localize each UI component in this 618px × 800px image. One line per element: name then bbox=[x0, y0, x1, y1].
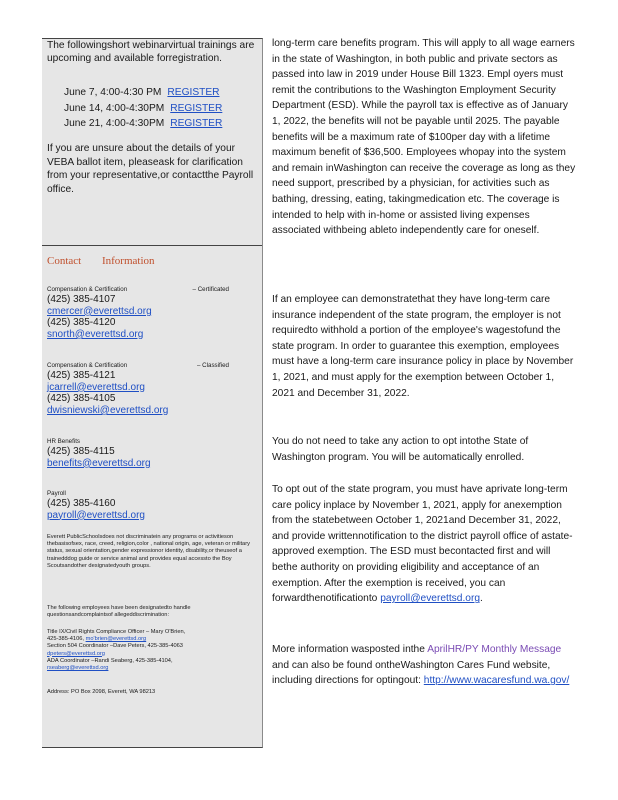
training-date: June 7, 4:00-4:30 PM bbox=[64, 87, 162, 98]
group-heading bbox=[47, 361, 259, 370]
phone: (425) 385-4160 bbox=[47, 498, 116, 509]
designated-role: Title IX/Civil Rights Compliance Officer bbox=[47, 629, 145, 635]
paragraph-text: To opt out of the state program, you must have aprivate long-term care policy inplace by November 1, 2021, apply for anexemption from the statebetween October 1, 2021and December 31, 2022, and provide writtennotification to the district payroll office of astate- approved exemption. The ESD must becontacted first and will bethe authority on providing eligibility and acceptance of an exemption. After the exemption is received, you can forwardthenotificationto bbox=[272, 484, 573, 605]
contact-group-hr-benefits bbox=[47, 437, 259, 469]
group-heading-right: – Classified bbox=[197, 362, 229, 369]
paragraph bbox=[272, 642, 578, 689]
article-p2 bbox=[272, 292, 578, 401]
designated-row bbox=[47, 643, 257, 650]
register-link[interactable]: REGISTER bbox=[170, 102, 223, 114]
group-heading-label: Compensation & Certification bbox=[47, 362, 128, 369]
article-p1 bbox=[272, 36, 578, 239]
designated-person: –Randi Seaberg, 425-385-4104, bbox=[91, 657, 173, 664]
nondiscrimination-statement: Everett PublicSchoolsdoes not discriminatein any programs or activitieson thebasisofsex, race, creed, religion,color , national origin, age, veteran or military status, sexual orientation,gender expressionor identity, disability,or theuseof a trainedddog guide or service animal and provides equal accessto the Boy Scoutsandother designatedyouth groups. bbox=[47, 534, 250, 569]
email-link[interactable]: cmercer@everettsd.org bbox=[47, 305, 152, 317]
article-p3 bbox=[272, 434, 578, 465]
designated-email[interactable]: dpeters@everettsd.org bbox=[47, 650, 105, 657]
contact-title: Contact Information bbox=[47, 255, 155, 267]
register-link[interactable]: REGISTER bbox=[167, 87, 220, 98]
designated-intro: The following employees have been designatedto handle questionsandcomplaintsof allegeddiscrimination: bbox=[47, 605, 191, 619]
email-link[interactable]: benefits@everettsd.org bbox=[47, 457, 151, 469]
paragraph: If an employee can demonstratethat they have long-term care insurance independent of the state program, the employer is not requiredto withhold a portion of the employee's wagestofund the state program. In order to guarantee this exemption, employees must have a long-term care insurance policy in place by November 1, 2021, and must apply for the exemption between October 1, 2021 and December 31, 2022. bbox=[272, 294, 574, 399]
paragraph: long-term care benefits program. This will apply to all wage earners in the state of Washington, in both public and private sectors as passed into law in 2019 under House Bill 1323. Empl oyers must remit the contributions to the Washington Employment Security Department (ESD). While the payroll tax is effective as of January 1, 2022, the benefits will not be payable until 2025. The payable benefits will be a maximum rate of $100per day with a lifetime maximum benefit of $36,500. Employees whopay into the system and remain inWashington can receive the coverage as long as they need support, prescribed by a physician, for activities such as bathing, dressing, eating, takingmedication etc. The coverage is intended to help with in-home or assisted living expenses associated withbeing ableto independently care for oneself. bbox=[272, 38, 576, 237]
group-heading bbox=[47, 285, 259, 294]
monthly-message-link[interactable]: AprilHR/PY Monthly Message bbox=[427, 644, 562, 655]
training-date: June 21, 4:00-4:30PM bbox=[64, 118, 165, 129]
designated-phone: 425-385-4106, bbox=[47, 636, 84, 643]
training-date: June 14, 4:00-4:30PM bbox=[64, 102, 165, 114]
phone: (425) 385-4105 bbox=[47, 393, 116, 405]
designated-employees bbox=[47, 629, 257, 672]
phone: (425) 385-4115 bbox=[47, 446, 115, 457]
paragraph bbox=[272, 482, 578, 607]
training-dates bbox=[64, 85, 222, 132]
designated-row bbox=[47, 658, 257, 665]
paragraph-end: . bbox=[480, 593, 483, 605]
designated-row bbox=[47, 636, 257, 643]
veba-note: If you are unsure about the details of your VEBA ballot item, pleaseask for clarification from your representative,or contactthe Payroll office. bbox=[47, 143, 254, 195]
register-link[interactable]: REGISTER bbox=[170, 118, 223, 129]
designated-person: –Dave Peters, 425-385-4063 bbox=[109, 643, 183, 650]
payroll-email-link[interactable]: payroll@everettsd.org bbox=[380, 593, 480, 605]
phone: (425) 385-4120 bbox=[47, 317, 116, 329]
designated-email[interactable]: rseaberg@everettsd.org bbox=[47, 665, 109, 672]
designated-row bbox=[47, 629, 257, 636]
designated-role: ADA Coordinator bbox=[47, 657, 90, 664]
training-date-row bbox=[64, 85, 222, 101]
phone: (425) 385-4121 bbox=[47, 370, 116, 381]
paragraph: You do not need to take any action to opt intothe State of Washington program. You will be automatically enrolled. bbox=[272, 436, 529, 463]
contact-group-payroll bbox=[47, 489, 259, 521]
paragraph-text: More information wasposted inthe bbox=[272, 644, 425, 655]
designated-role: Section 504 Coordinator bbox=[47, 643, 109, 650]
phone: (425) 385-4107 bbox=[47, 294, 116, 305]
training-date-row bbox=[64, 101, 222, 117]
group-heading: Payroll bbox=[47, 490, 66, 497]
group-heading-right: – Certificated bbox=[192, 286, 229, 293]
designated-person: – Mary O'Brien, bbox=[145, 629, 186, 635]
article-p4 bbox=[272, 482, 578, 607]
designated-email[interactable]: mo'brien@everettsd.org bbox=[85, 636, 147, 643]
group-heading: HR Benefits bbox=[47, 438, 81, 445]
contact-group-certificated bbox=[47, 285, 259, 340]
training-intro: The followingshort webinarvirtual trainings are upcoming and available forregistration. bbox=[47, 40, 255, 64]
email-link[interactable]: snorth@everettsd.org bbox=[47, 328, 144, 340]
article-p5 bbox=[272, 642, 578, 689]
paragraph-text: and can also be found ontheWashington Cares Fund website, including directions for optingout: bbox=[272, 659, 551, 687]
divider bbox=[42, 245, 262, 246]
sidebar bbox=[42, 38, 263, 748]
email-link[interactable]: jcarrell@everettsd.org bbox=[47, 381, 145, 393]
contact-group-classified bbox=[47, 361, 259, 416]
email-link[interactable]: dwisniewski@everettsd.org bbox=[47, 404, 169, 416]
group-heading-label: Compensation & Certification bbox=[47, 286, 128, 293]
district-address: Address: PO Box 2098, Everett, WA 98213 bbox=[47, 689, 156, 695]
wacaresfund-link[interactable]: http://www.wacaresfund.wa.gov/ bbox=[423, 675, 570, 687]
email-link[interactable]: payroll@everettsd.org bbox=[47, 509, 145, 521]
training-date-row bbox=[64, 116, 222, 132]
